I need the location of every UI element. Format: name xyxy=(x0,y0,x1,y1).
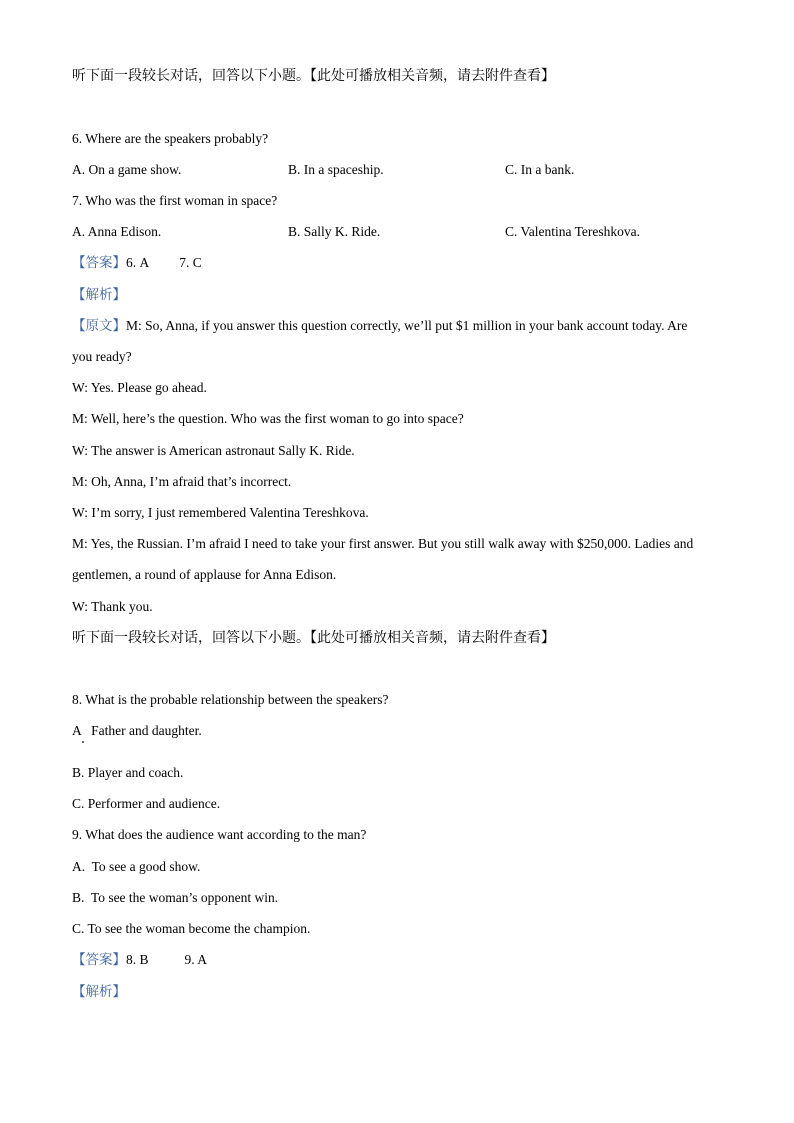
listening-instruction: 听下面一段较长对话，回答以下小题。【此处可播放相关音频，请去附件查看】 xyxy=(72,68,555,84)
transcript-line-3: W: Yes. Please go ahead. xyxy=(72,380,207,395)
transcript-text-1: M: So, Anna, if you answer this question correctly, we’ll put $1 million in your bank account today. Are xyxy=(126,318,688,333)
analysis-line-1 xyxy=(72,285,126,305)
question-7-stem: 7. Who was the first woman in space? xyxy=(72,193,278,208)
answer-label: 【答案】 xyxy=(72,255,126,271)
answer-q9: 9. A xyxy=(184,952,208,967)
transcript-text-8: M: Yes, the Russian. I’m afraid I need to take your first answer. But you still walk away with $250,000. Ladies and xyxy=(72,536,694,551)
transcript-line-7: W: I’m sorry, I just remembered Valentina Tereshkova. xyxy=(72,505,369,520)
listening-instruction-2: 听下面一段较长对话，回答以下小题。【此处可播放相关音频，请去附件查看】 xyxy=(72,630,555,646)
analysis-label-2: 【解析】 xyxy=(72,984,126,1000)
stray-dot xyxy=(82,741,84,743)
question-7-option-a: A. Anna Edison. xyxy=(72,224,162,239)
answer-q6: 6. A xyxy=(126,255,150,270)
question-9-option-a: A. To see a good show. xyxy=(72,859,201,874)
analysis-label: 【解析】 xyxy=(72,287,126,303)
transcript-line-4: M: Well, here’s the question. Who was the first woman to go into space? xyxy=(72,411,464,426)
transcript-line-2: you ready? xyxy=(72,349,132,364)
question-8-stem: 8. What is the probable relationship between the speakers? xyxy=(72,692,389,707)
transcript-line-1 xyxy=(72,316,722,336)
transcript-line-8 xyxy=(72,534,722,554)
transcript-line-9: gentlemen, a round of applause for Anna Edison. xyxy=(72,567,337,582)
question-7-option-b: B. Sally K. Ride. xyxy=(288,224,381,239)
question-7-option-c: C. Valentina Tereshkova. xyxy=(505,224,641,239)
question-9-stem: 9. What does the audience want according to the man? xyxy=(72,827,367,842)
question-6-option-a: A. On a game show. xyxy=(72,162,182,177)
question-8-option-a: A Father and daughter. xyxy=(72,723,202,738)
question-9-option-b: B. To see the woman’s opponent win. xyxy=(72,890,279,905)
question-8-option-b: B. Player and coach. xyxy=(72,765,184,780)
answer-label-2: 【答案】 xyxy=(72,952,126,968)
question-6-stem: 6. Where are the speakers probably? xyxy=(72,131,269,146)
answer-line-2 xyxy=(72,950,207,970)
answer-line-1 xyxy=(72,253,202,273)
transcript-label: 【原文】 xyxy=(72,318,126,334)
question-6-option-c: C. In a bank. xyxy=(505,162,575,177)
answer-q8: 8. B xyxy=(126,952,149,967)
question-9-option-c: C. To see the woman become the champion. xyxy=(72,921,311,936)
transcript-line-10: W: Thank you. xyxy=(72,599,153,614)
question-8-option-c: C. Performer and audience. xyxy=(72,796,221,811)
transcript-line-5: W: The answer is American astronaut Sally K. Ride. xyxy=(72,443,355,458)
answer-q7: 7. C xyxy=(179,255,202,270)
analysis-line-2 xyxy=(72,982,126,1002)
question-6-option-b: B. In a spaceship. xyxy=(288,162,384,177)
transcript-line-6: M: Oh, Anna, I’m afraid that’s incorrect. xyxy=(72,474,292,489)
